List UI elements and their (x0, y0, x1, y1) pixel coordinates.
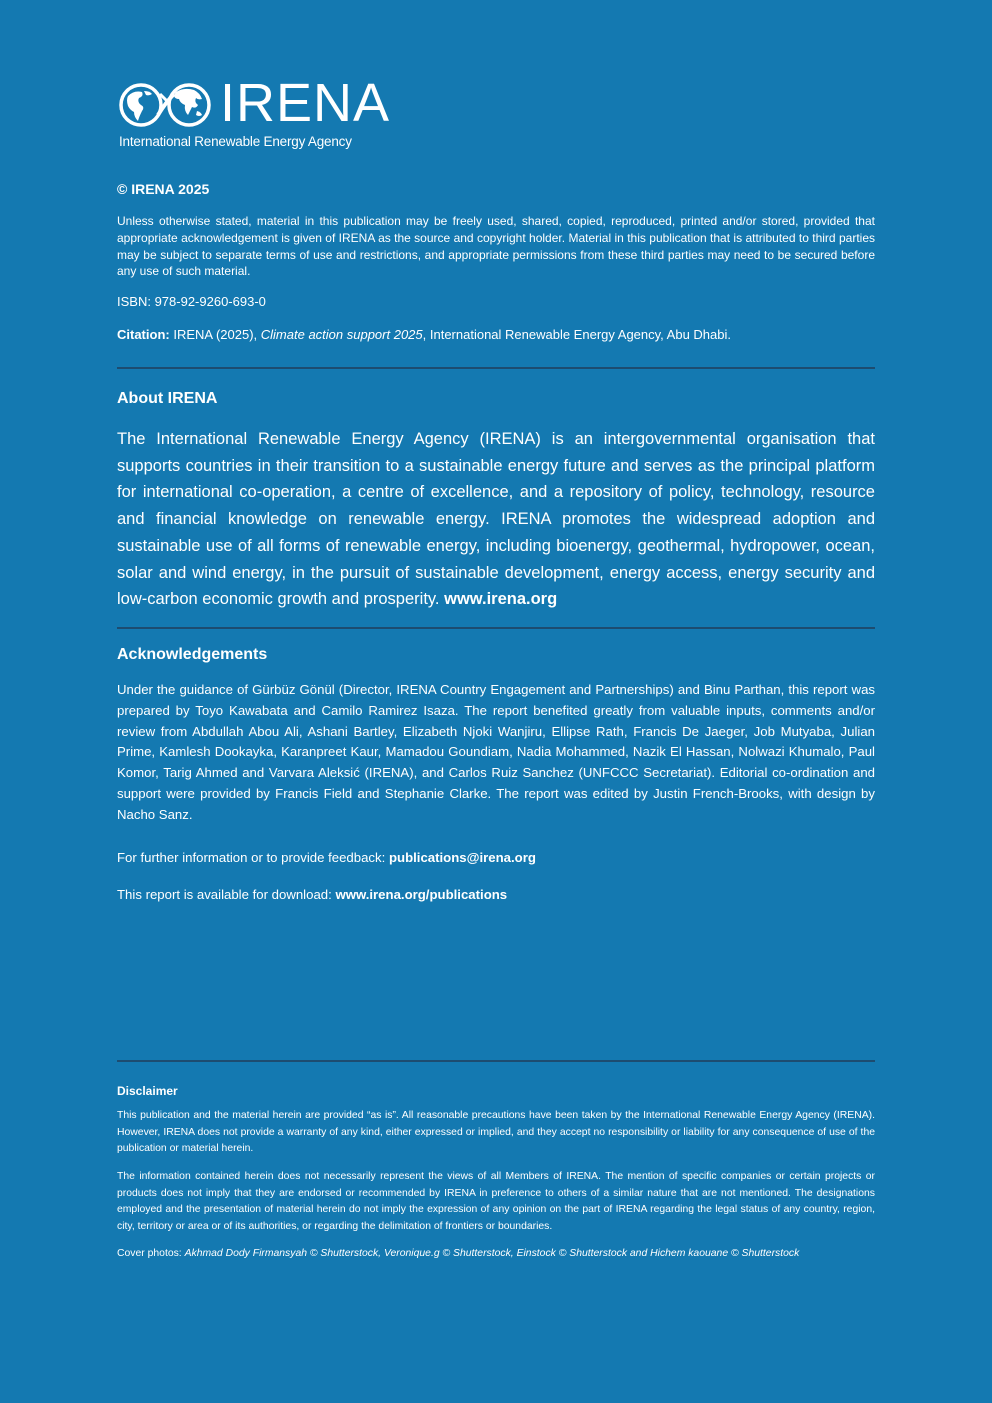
logo-tagline: International Renewable Energy Agency (119, 134, 352, 149)
irena-website-link[interactable]: www.irena.org (444, 590, 558, 609)
download-text: This report is available for download: (117, 887, 336, 902)
citation-prefix: IRENA (2025), (169, 327, 261, 342)
divider (117, 367, 875, 369)
citation-label: Citation: (117, 327, 170, 342)
disclaimer-paragraph-2: The information contained herein does not necessarily represent the views of all Members of IRENA. The mention of specific companies or certain projects or products does not imply that they are endorsed or recommended by IRENA in preference to others of a similar nature that are not mentioned. The designations employed and the presentation of material herein do not imply the expression of any opinion on the part of IRENA regarding the legal status of any country, region, city, territory or area or of its authorities, or regarding the delimitation of frontiers or boundaries. (117, 1171, 875, 1232)
acknowledgements-heading: Acknowledgements (117, 646, 268, 663)
cover-photos-credits: Akhmad Dody Firmansyah © Shutterstock, Veronique.g © Shutterstock, Einstock © Shutterstock and Hichem kaouane © Shutterstock (184, 1248, 800, 1259)
disclaimer-paragraph-1: This publication and the material herein are provided “as is”. All reasonable precautions have been taken by the International Renewable Energy Agency (IRENA). However, IRENA does not provide a warranty of any kind, either expressed or implied, and they accept no responsibility or liability for any consequence of use of the publication or material herein. (117, 1110, 875, 1155)
feedback-email-link[interactable]: publications@irena.org (388, 850, 536, 865)
download-line (117, 887, 875, 902)
divider (117, 1060, 875, 1062)
logo-wordmark: IRENA (220, 73, 391, 133)
cover-photo-credits (117, 1248, 875, 1259)
disclaimer-heading: Disclaimer (117, 1084, 178, 1098)
cover-photos-label: Cover photos: (117, 1248, 185, 1259)
feedback-text: For further information or to provide feedback: (117, 850, 389, 865)
globe-infinity-icon (118, 82, 214, 130)
citation (117, 327, 875, 342)
feedback-line (117, 850, 875, 865)
copyright-heading: © IRENA 2025 (117, 181, 210, 197)
isbn: ISBN: 978-92-9260-693-0 (117, 294, 266, 309)
acknowledgements-body: Under the guidance of Gürbüz Gönül (Director, IRENA Country Engagement and Partnerships) and Binu Parthan, this report was prepared by Toyo Kawabata and Camilo Ramirez Isaza. The report benefited greatly from valuable inputs, comments and/or review from Abdullah Abou Ali, Ashani Bartley, Elizabeth Njoki Wanjiru, Ellipse Rath, Francis De Jaeger, Job Mutyaba, Julian Prime, Kamlesh Dookayka, Karanpreet Kaur, Mamadou Goundiam, Nadia Mohammed, Nazik El Hassan, Nolwazi Khumalo, Paul Komor, Tarig Ahmed and Varvara Aleksić (IRENA), and Carlos Ruiz Sanchez (UNFCCC Secretariat). Editorial co-ordination and support were provided by Francis Field and Stephanie Clarke. The report was edited by Justin French-Brooks, with design by Nacho Sanz. (117, 682, 875, 822)
divider (117, 627, 875, 629)
about-heading: About IRENA (117, 390, 218, 407)
about-text: The International Renewable Energy Agency (IRENA) is an intergovernmental organisation that supports countries in their transition to a sustainable energy future and serves as the principal platform for international co-operation, a centre of excellence, and a repository of policy, technology, resource and financial knowledge on renewable energy. IRENA promotes the widespread adoption and sustainable use of all forms of renewable energy, including bioenergy, geothermal, hydropower, ocean, solar and wind energy, in the pursuit of sustainable development, energy access, energy security and low-carbon economic growth and prosperity. (117, 430, 875, 609)
publications-link[interactable]: www.irena.org/publications (335, 887, 508, 902)
rights-statement: Unless otherwise stated, material in this publication may be freely used, shared, copied, reproduced, printed and/or stored, provided that appropriate acknowledgement is given of IRENA as the source and copyright holder. Material in this publication that is attributed to third parties may be subject to separate terms of use and restrictions, and appropriate permissions from these third parties may need to be secured before any use of such material. (117, 214, 875, 279)
irena-logo (118, 73, 391, 152)
citation-title: Climate action support 2025 (260, 327, 423, 342)
citation-suffix: , International Renewable Energy Agency, Abu Dhabi. (422, 327, 731, 342)
about-body (117, 426, 875, 613)
